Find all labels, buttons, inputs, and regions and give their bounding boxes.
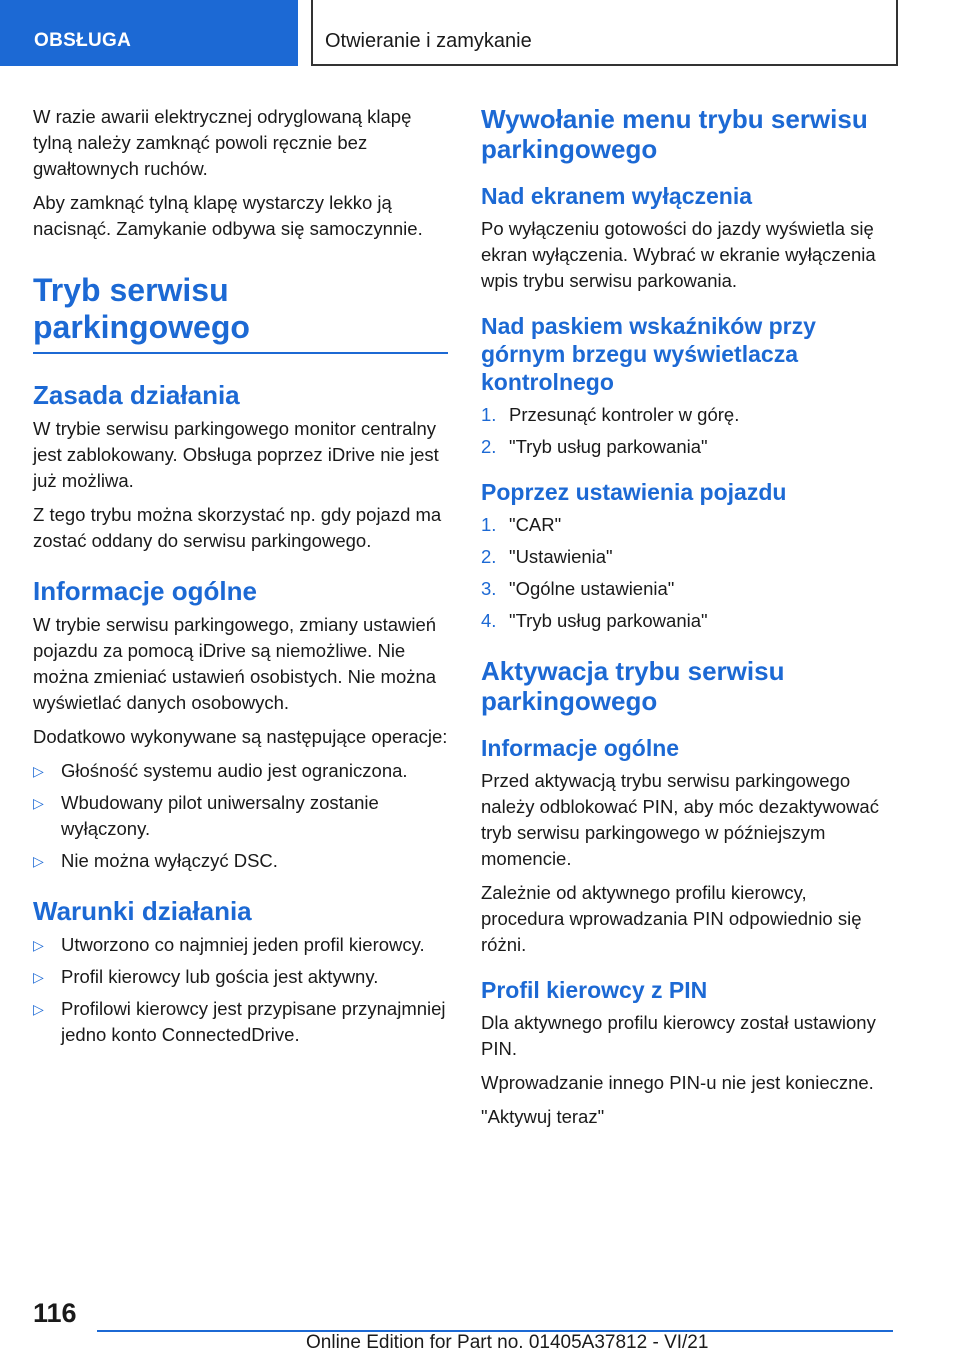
subsection-screen: [481, 182, 895, 294]
section-principle: [33, 380, 448, 554]
main-heading: Tryb serwisu parkingowego: [33, 272, 448, 354]
section-activate: [481, 656, 895, 1130]
bullet-list: [33, 932, 448, 1048]
chapter-tab: [311, 0, 898, 66]
triangle-bullet-icon: ▷: [33, 937, 44, 953]
paragraph: Zależnie od aktywnego profilu kierowcy, procedura wprowadzania PIN odpowiednio się różni.: [481, 882, 862, 955]
subsection-settings: [481, 478, 895, 634]
section-heading: Warunki działania: [33, 896, 252, 926]
section-heading: Aktywacja trybu serwisu parkingowego: [481, 656, 785, 716]
intro-paragraph: Aby zamknąć tylną klapę wystarczy lekko ją nacisnąć. Zamykanie odbywa się samoczynnie.: [33, 192, 423, 239]
list-item: ▷ Profil kierowcy lub gościa jest aktywny.: [33, 964, 448, 990]
list-item: 2. "Tryb usług parkowania": [481, 436, 708, 457]
section-tab: [0, 0, 298, 66]
edition-note: Online Edition for Part no. 01405A37812 - VI/21: [306, 1332, 709, 1353]
paragraph: Z tego trybu można skorzystać np. gdy pojazd ma zostać oddany do serwisu parkingowego.: [33, 504, 442, 551]
section-conditions: [33, 896, 448, 1048]
list-item: ▷ Utworzono co najmniej jeden profil kierowcy.: [33, 932, 448, 958]
subsection-bar: [481, 312, 895, 460]
subsection-heading: Nad paskiem wskaźników przy górnym brzegu wyświetlacza kontrolnego: [481, 313, 816, 395]
subsection-general: [481, 734, 895, 958]
page-header: [0, 0, 960, 66]
right-column: [481, 104, 895, 1138]
paragraph: Po wyłączeniu gotowości do jazdy wyświetla się ekran wyłączenia. Wybrać w ekranie wyłączenia wpis trybu serwisu parkowania.: [481, 218, 876, 291]
numbered-list: [481, 402, 895, 460]
list-item: ▷ Głośność systemu audio jest ograniczona.: [33, 758, 448, 784]
section-general: [33, 576, 448, 874]
paragraph: Dodatkowo wykonywane są następujące operacje:: [33, 726, 448, 747]
section-heading: Wywołanie menu trybu serwisu parkingowego: [481, 104, 868, 164]
paragraph: Dla aktywnego profilu kierowcy został ustawiony PIN.: [481, 1012, 876, 1059]
triangle-bullet-icon: ▷: [33, 969, 44, 985]
subsection-heading: Poprzez ustawienia pojazdu: [481, 479, 787, 505]
list-item: 2. "Ustawienia": [481, 546, 613, 567]
triangle-bullet-icon: ▷: [33, 763, 44, 779]
paragraph: Wprowadzanie innego PIN-u nie jest konieczne.: [481, 1072, 874, 1093]
intro-paragraph: W razie awarii elektrycznej odryglowaną klapę tylną należy zamknąć powoli ręcznie bez gwałtownych ruchów.: [33, 106, 412, 179]
subsection-heading: Informacje ogólne: [481, 735, 680, 761]
bullet-list: [33, 758, 448, 874]
triangle-bullet-icon: ▷: [33, 853, 44, 869]
paragraph: W trybie serwisu parkingowego, zmiany ustawień pojazdu za pomocą iDrive są niemożliwe. Nie można zmieniać ustawień osobistych. Nie można wyświetlać danych osobowych.: [33, 614, 437, 713]
list-item: 3. "Ogólne ustawienia": [481, 578, 675, 599]
section-heading: Zasada działania: [33, 380, 240, 410]
paragraph: Przed aktywacją trybu serwisu parkingowego należy odblokować PIN, aby móc dezaktywować tryb serwisu parkingowego w późniejszym momencie.: [481, 770, 879, 869]
left-column: [33, 104, 448, 1054]
chapter-title: Otwieranie i zamykanie: [325, 30, 532, 52]
triangle-bullet-icon: ▷: [33, 1001, 44, 1017]
section-heading: Informacje ogólne: [33, 576, 257, 606]
list-item: 1. "CAR": [481, 514, 562, 535]
list-item: ▷ Profilowi kierowcy jest przypisane przynajmniej jedno konto ConnectedDrive.: [33, 998, 446, 1045]
page-number: 116: [33, 1298, 77, 1328]
list-item: ▷ Wbudowany pilot uniwersalny zostanie wyłączony.: [33, 792, 379, 839]
paragraph: W trybie serwisu parkingowego monitor centralny jest zablokowany. Obsługa poprzez iDrive nie jest już możliwa.: [33, 418, 439, 491]
list-item: ▷ Nie można wyłączyć DSC.: [33, 848, 448, 874]
triangle-bullet-icon: ▷: [33, 795, 44, 811]
subsection-heading: Nad ekranem wyłączenia: [481, 183, 753, 209]
subsection-pin: [481, 976, 895, 1130]
list-item: 1. Przesunąć kontroler w górę.: [481, 404, 740, 425]
section-call-menu: [481, 104, 895, 634]
paragraph: "Aktywuj teraz": [481, 1106, 605, 1127]
subsection-heading: Profil kierowcy z PIN: [481, 977, 708, 1003]
list-item: 4. "Tryb usług parkowania": [481, 610, 708, 631]
numbered-list: [481, 512, 895, 634]
section-title: OBSŁUGA: [34, 30, 132, 51]
